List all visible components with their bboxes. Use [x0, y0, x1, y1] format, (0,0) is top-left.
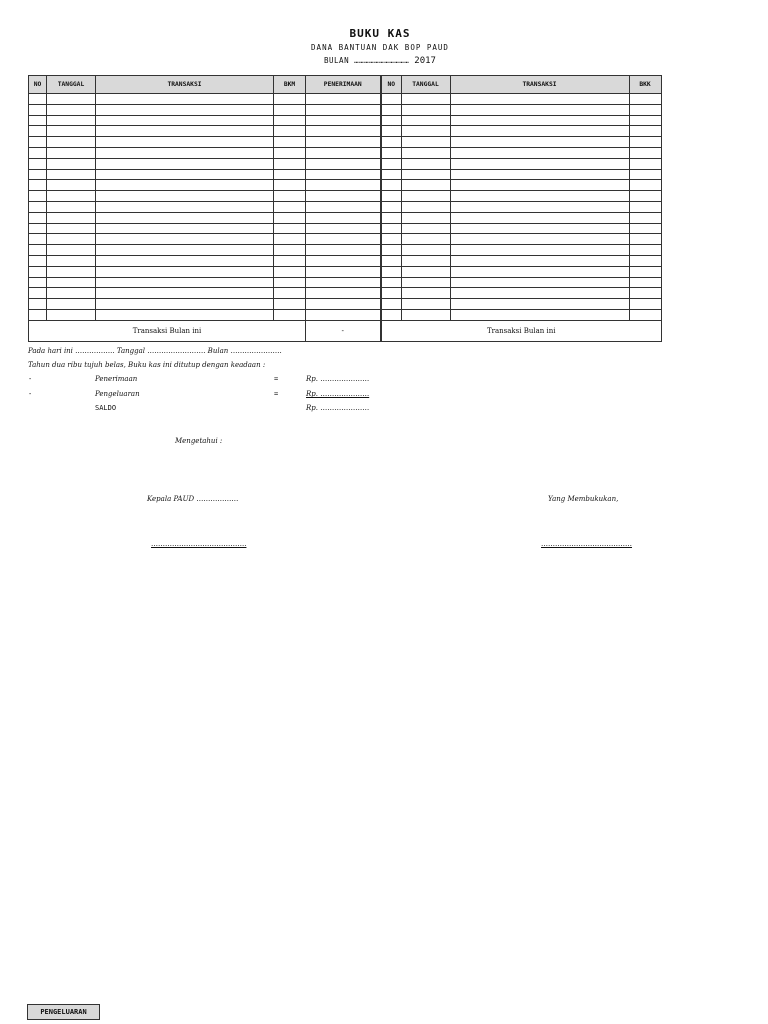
table-cell: [96, 277, 274, 288]
table-cell: [96, 94, 274, 105]
table-cell: [96, 137, 274, 148]
table-cell: [274, 115, 306, 126]
table-row: [381, 169, 661, 180]
table-row: [29, 94, 381, 105]
table-cell: [96, 201, 274, 212]
table-cell: [274, 245, 306, 256]
table-row: [381, 158, 661, 169]
table-cell: [450, 223, 629, 234]
col-header-transaksi: TRANSAKSI: [450, 76, 629, 94]
table-cell: [29, 147, 47, 158]
table-row: [381, 94, 661, 105]
table-cell: [306, 104, 381, 115]
table-cell: [401, 266, 450, 277]
table-row: [381, 299, 661, 310]
receipts-dash: -: [28, 375, 33, 383]
table-row: [381, 266, 661, 277]
receipts-label: Penerimaan: [95, 375, 138, 383]
table-cell: [29, 212, 47, 223]
table-cell: [306, 255, 381, 266]
table-cell: [629, 212, 661, 223]
acknowledged-label: Mengetahui :: [175, 437, 223, 445]
expenses-total-label: Transaksi Bulan ini: [381, 320, 661, 341]
table-cell: [306, 115, 381, 126]
table-cell: [450, 201, 629, 212]
table-cell: [401, 169, 450, 180]
table-row: [29, 169, 381, 180]
table-cell: [629, 288, 661, 299]
table-row: [29, 158, 381, 169]
col-header-tanggal: TANGGAL: [401, 76, 450, 94]
table-row: [29, 288, 381, 299]
table-cell: [629, 137, 661, 148]
table-cell: [47, 245, 96, 256]
table-cell: [381, 288, 401, 299]
sheet-tab-pengeluaran[interactable]: PENGELUARAN: [27, 1004, 100, 1020]
table-cell: [401, 212, 450, 223]
table-cell: [450, 94, 629, 105]
table-cell: [401, 234, 450, 245]
table-cell: [629, 309, 661, 320]
table-row: [381, 245, 661, 256]
table-row: [381, 126, 661, 137]
month-line: [0, 56, 760, 66]
table-cell: [306, 299, 381, 310]
table-cell: [401, 180, 450, 191]
table-cell: [47, 191, 96, 202]
table-cell: [629, 180, 661, 191]
table-cell: [274, 299, 306, 310]
table-cell: [29, 277, 47, 288]
table-cell: [381, 266, 401, 277]
table-cell: [274, 191, 306, 202]
table-cell: [306, 158, 381, 169]
table-cell: [381, 245, 401, 256]
col-header-bkm: BKM: [274, 76, 306, 94]
col-header-penerimaan: PENERIMAAN: [306, 76, 381, 94]
table-cell: [47, 115, 96, 126]
table-cell: [450, 104, 629, 115]
table-row: [29, 234, 381, 245]
table-row: [29, 266, 381, 277]
table-cell: [274, 137, 306, 148]
table-cell: [306, 126, 381, 137]
table-cell: [401, 115, 450, 126]
table-cell: [629, 255, 661, 266]
table-row: [381, 104, 661, 115]
table-cell: [450, 234, 629, 245]
table-cell: [274, 147, 306, 158]
statement-line-1: Pada hari ini …………….. Tanggal ……………………. Bulan ………………….: [28, 347, 282, 355]
table-cell: [629, 158, 661, 169]
table-cell: [29, 288, 47, 299]
document-subtitle: DANA BANTUAN DAK BOP PAUD: [311, 43, 449, 52]
table-cell: [306, 191, 381, 202]
expenses-equals: =: [274, 390, 279, 398]
table-cell: [381, 115, 401, 126]
table-cell: [274, 266, 306, 277]
table-cell: [450, 147, 629, 158]
table-cell: [47, 255, 96, 266]
table-cell: [450, 115, 629, 126]
table-cell: [381, 255, 401, 266]
year-label: 2017: [414, 56, 436, 66]
table-cell: [306, 137, 381, 148]
table-row: [381, 191, 661, 202]
receipts-total-label: Transaksi Bulan ini: [29, 320, 306, 341]
table-cell: [274, 234, 306, 245]
table-row: [381, 309, 661, 320]
table-cell: [401, 158, 450, 169]
expenses-label: Pengeluaran: [95, 390, 140, 398]
table-row: [29, 115, 381, 126]
table-cell: [401, 191, 450, 202]
table-row: [381, 137, 661, 148]
table-cell: [29, 158, 47, 169]
table-row: [29, 126, 381, 137]
table-cell: [47, 126, 96, 137]
table-cell: [47, 147, 96, 158]
table-cell: [306, 212, 381, 223]
table-cell: [96, 169, 274, 180]
table-cell: [29, 191, 47, 202]
table-cell: [450, 212, 629, 223]
table-cell: [450, 158, 629, 169]
table-row: [29, 277, 381, 288]
table-row: [29, 299, 381, 310]
table-cell: [629, 94, 661, 105]
table-cell: [381, 191, 401, 202]
table-cell: [47, 158, 96, 169]
table-cell: [401, 126, 450, 137]
table-cell: [96, 245, 274, 256]
table-cell: [450, 169, 629, 180]
table-cell: [629, 126, 661, 137]
table-cell: [47, 299, 96, 310]
table-cell: [96, 288, 274, 299]
table-cell: [47, 288, 96, 299]
table-row: [29, 104, 381, 115]
table-cell: [381, 147, 401, 158]
table-cell: [450, 126, 629, 137]
table-cell: [306, 309, 381, 320]
table-cell: [401, 309, 450, 320]
expenses-table-body: [381, 94, 661, 321]
table-cell: [450, 277, 629, 288]
table-cell: [629, 104, 661, 115]
table-cell: [629, 191, 661, 202]
table-cell: [96, 223, 274, 234]
statement-line-2: Tahun dua ribu tujuh belas, Buku kas ini ditutup dengan keadaan :: [28, 361, 266, 369]
month-label: BULAN ……………………………: [324, 56, 410, 65]
table-row: [381, 223, 661, 234]
table-cell: [274, 104, 306, 115]
table-cell: [450, 288, 629, 299]
table-cell: [306, 147, 381, 158]
table-cell: [381, 299, 401, 310]
table-cell: [96, 104, 274, 115]
table-row: [29, 201, 381, 212]
table-cell: [306, 169, 381, 180]
table-row: [29, 147, 381, 158]
table-row: [29, 137, 381, 148]
table-cell: [96, 255, 274, 266]
table-row: [29, 212, 381, 223]
table-cell: [96, 309, 274, 320]
table-cell: [96, 147, 274, 158]
expenses-amount: Rp. …………………: [306, 390, 370, 398]
table-cell: [381, 309, 401, 320]
table-cell: [629, 147, 661, 158]
table-cell: [47, 137, 96, 148]
table-cell: [47, 94, 96, 105]
table-cell: [274, 169, 306, 180]
table-cell: [629, 299, 661, 310]
table-cell: [47, 169, 96, 180]
table-row: [381, 147, 661, 158]
table-row: [381, 277, 661, 288]
table-cell: [96, 299, 274, 310]
table-cell: [47, 223, 96, 234]
receipts-table-body: [29, 94, 381, 321]
table-cell: [274, 255, 306, 266]
table-cell: [29, 180, 47, 191]
table-cell: [29, 255, 47, 266]
table-cell: [306, 266, 381, 277]
table-cell: [450, 309, 629, 320]
table-cell: [274, 288, 306, 299]
table-cell: [47, 201, 96, 212]
table-cell: [401, 201, 450, 212]
table-cell: [381, 201, 401, 212]
table-cell: [450, 137, 629, 148]
table-cell: [629, 201, 661, 212]
table-cell: [306, 201, 381, 212]
expenses-dash: -: [28, 390, 33, 398]
table-cell: [96, 158, 274, 169]
table-cell: [401, 147, 450, 158]
table-cell: [401, 137, 450, 148]
table-cell: [629, 245, 661, 256]
table-cell: [96, 180, 274, 191]
table-cell: [274, 201, 306, 212]
table-cell: [450, 255, 629, 266]
table-cell: [450, 299, 629, 310]
receipts-table: [28, 75, 382, 342]
saldo-amount: Rp. …………………: [306, 404, 370, 412]
expenses-table: [380, 75, 662, 342]
table-cell: [29, 115, 47, 126]
table-row: [29, 255, 381, 266]
table-cell: [274, 223, 306, 234]
table-cell: [29, 169, 47, 180]
head-signature-title: Kepala PAUD ………………: [147, 495, 239, 503]
table-row: [381, 180, 661, 191]
table-cell: [306, 94, 381, 105]
col-header-no: NO: [29, 76, 47, 94]
table-cell: [629, 223, 661, 234]
table-cell: [401, 104, 450, 115]
table-cell: [629, 115, 661, 126]
table-cell: [401, 223, 450, 234]
table-cell: [401, 288, 450, 299]
col-header-no: NO: [381, 76, 401, 94]
bookkeeper-signature-line: …………………………………: [541, 540, 632, 548]
table-cell: [29, 126, 47, 137]
table-cell: [450, 266, 629, 277]
table-cell: [629, 169, 661, 180]
table-cell: [29, 137, 47, 148]
table-cell: [274, 94, 306, 105]
table-cell: [274, 126, 306, 137]
bookkeeper-signature-title: Yang Membukukan,: [548, 495, 619, 503]
table-cell: [96, 212, 274, 223]
table-cell: [381, 158, 401, 169]
receipts-amount: Rp. …………………: [306, 375, 370, 383]
table-cell: [96, 266, 274, 277]
table-cell: [96, 234, 274, 245]
table-cell: [629, 234, 661, 245]
table-cell: [47, 234, 96, 245]
table-cell: [381, 223, 401, 234]
table-cell: [274, 277, 306, 288]
col-header-bkk: BKK: [629, 76, 661, 94]
table-cell: [29, 266, 47, 277]
table-cell: [450, 245, 629, 256]
table-cell: [29, 234, 47, 245]
table-cell: [381, 234, 401, 245]
table-cell: [629, 266, 661, 277]
table-row: [29, 191, 381, 202]
head-signature-line: …………………………………..: [151, 540, 247, 548]
table-cell: [47, 309, 96, 320]
table-cell: [401, 299, 450, 310]
table-cell: [29, 223, 47, 234]
col-header-tanggal: TANGGAL: [47, 76, 96, 94]
table-cell: [306, 277, 381, 288]
table-cell: [450, 180, 629, 191]
table-row: [381, 115, 661, 126]
table-row: [381, 255, 661, 266]
table-cell: [381, 180, 401, 191]
table-cell: [29, 245, 47, 256]
table-cell: [274, 212, 306, 223]
table-row: [381, 234, 661, 245]
document-title: BUKU KAS: [349, 27, 411, 40]
table-cell: [274, 158, 306, 169]
table-cell: [29, 94, 47, 105]
table-cell: [29, 309, 47, 320]
table-cell: [306, 234, 381, 245]
table-cell: [47, 104, 96, 115]
table-cell: [401, 277, 450, 288]
table-cell: [381, 137, 401, 148]
table-cell: [306, 288, 381, 299]
table-row: [381, 212, 661, 223]
table-cell: [47, 277, 96, 288]
table-cell: [96, 191, 274, 202]
table-row: [29, 180, 381, 191]
table-cell: [629, 277, 661, 288]
table-cell: [381, 126, 401, 137]
table-cell: [401, 255, 450, 266]
table-cell: [381, 277, 401, 288]
table-cell: [47, 212, 96, 223]
table-cell: [29, 299, 47, 310]
table-cell: [47, 180, 96, 191]
col-header-transaksi: TRANSAKSI: [96, 76, 274, 94]
table-row: [381, 288, 661, 299]
table-cell: [274, 309, 306, 320]
table-cell: [29, 201, 47, 212]
table-cell: [306, 245, 381, 256]
table-cell: [306, 223, 381, 234]
table-cell: [401, 94, 450, 105]
table-cell: [96, 115, 274, 126]
table-row: [29, 245, 381, 256]
receipts-equals: =: [274, 375, 279, 383]
table-cell: [29, 104, 47, 115]
table-row: [381, 201, 661, 212]
table-cell: [401, 245, 450, 256]
table-cell: [274, 180, 306, 191]
table-cell: [96, 126, 274, 137]
table-cell: [47, 266, 96, 277]
table-cell: [306, 180, 381, 191]
table-cell: [381, 104, 401, 115]
table-cell: [450, 191, 629, 202]
table-row: [29, 223, 381, 234]
receipts-total-value: -: [306, 320, 381, 341]
saldo-label: SALDO: [95, 404, 117, 412]
table-cell: [381, 169, 401, 180]
table-row: [29, 309, 381, 320]
table-cell: [381, 212, 401, 223]
table-cell: [381, 94, 401, 105]
